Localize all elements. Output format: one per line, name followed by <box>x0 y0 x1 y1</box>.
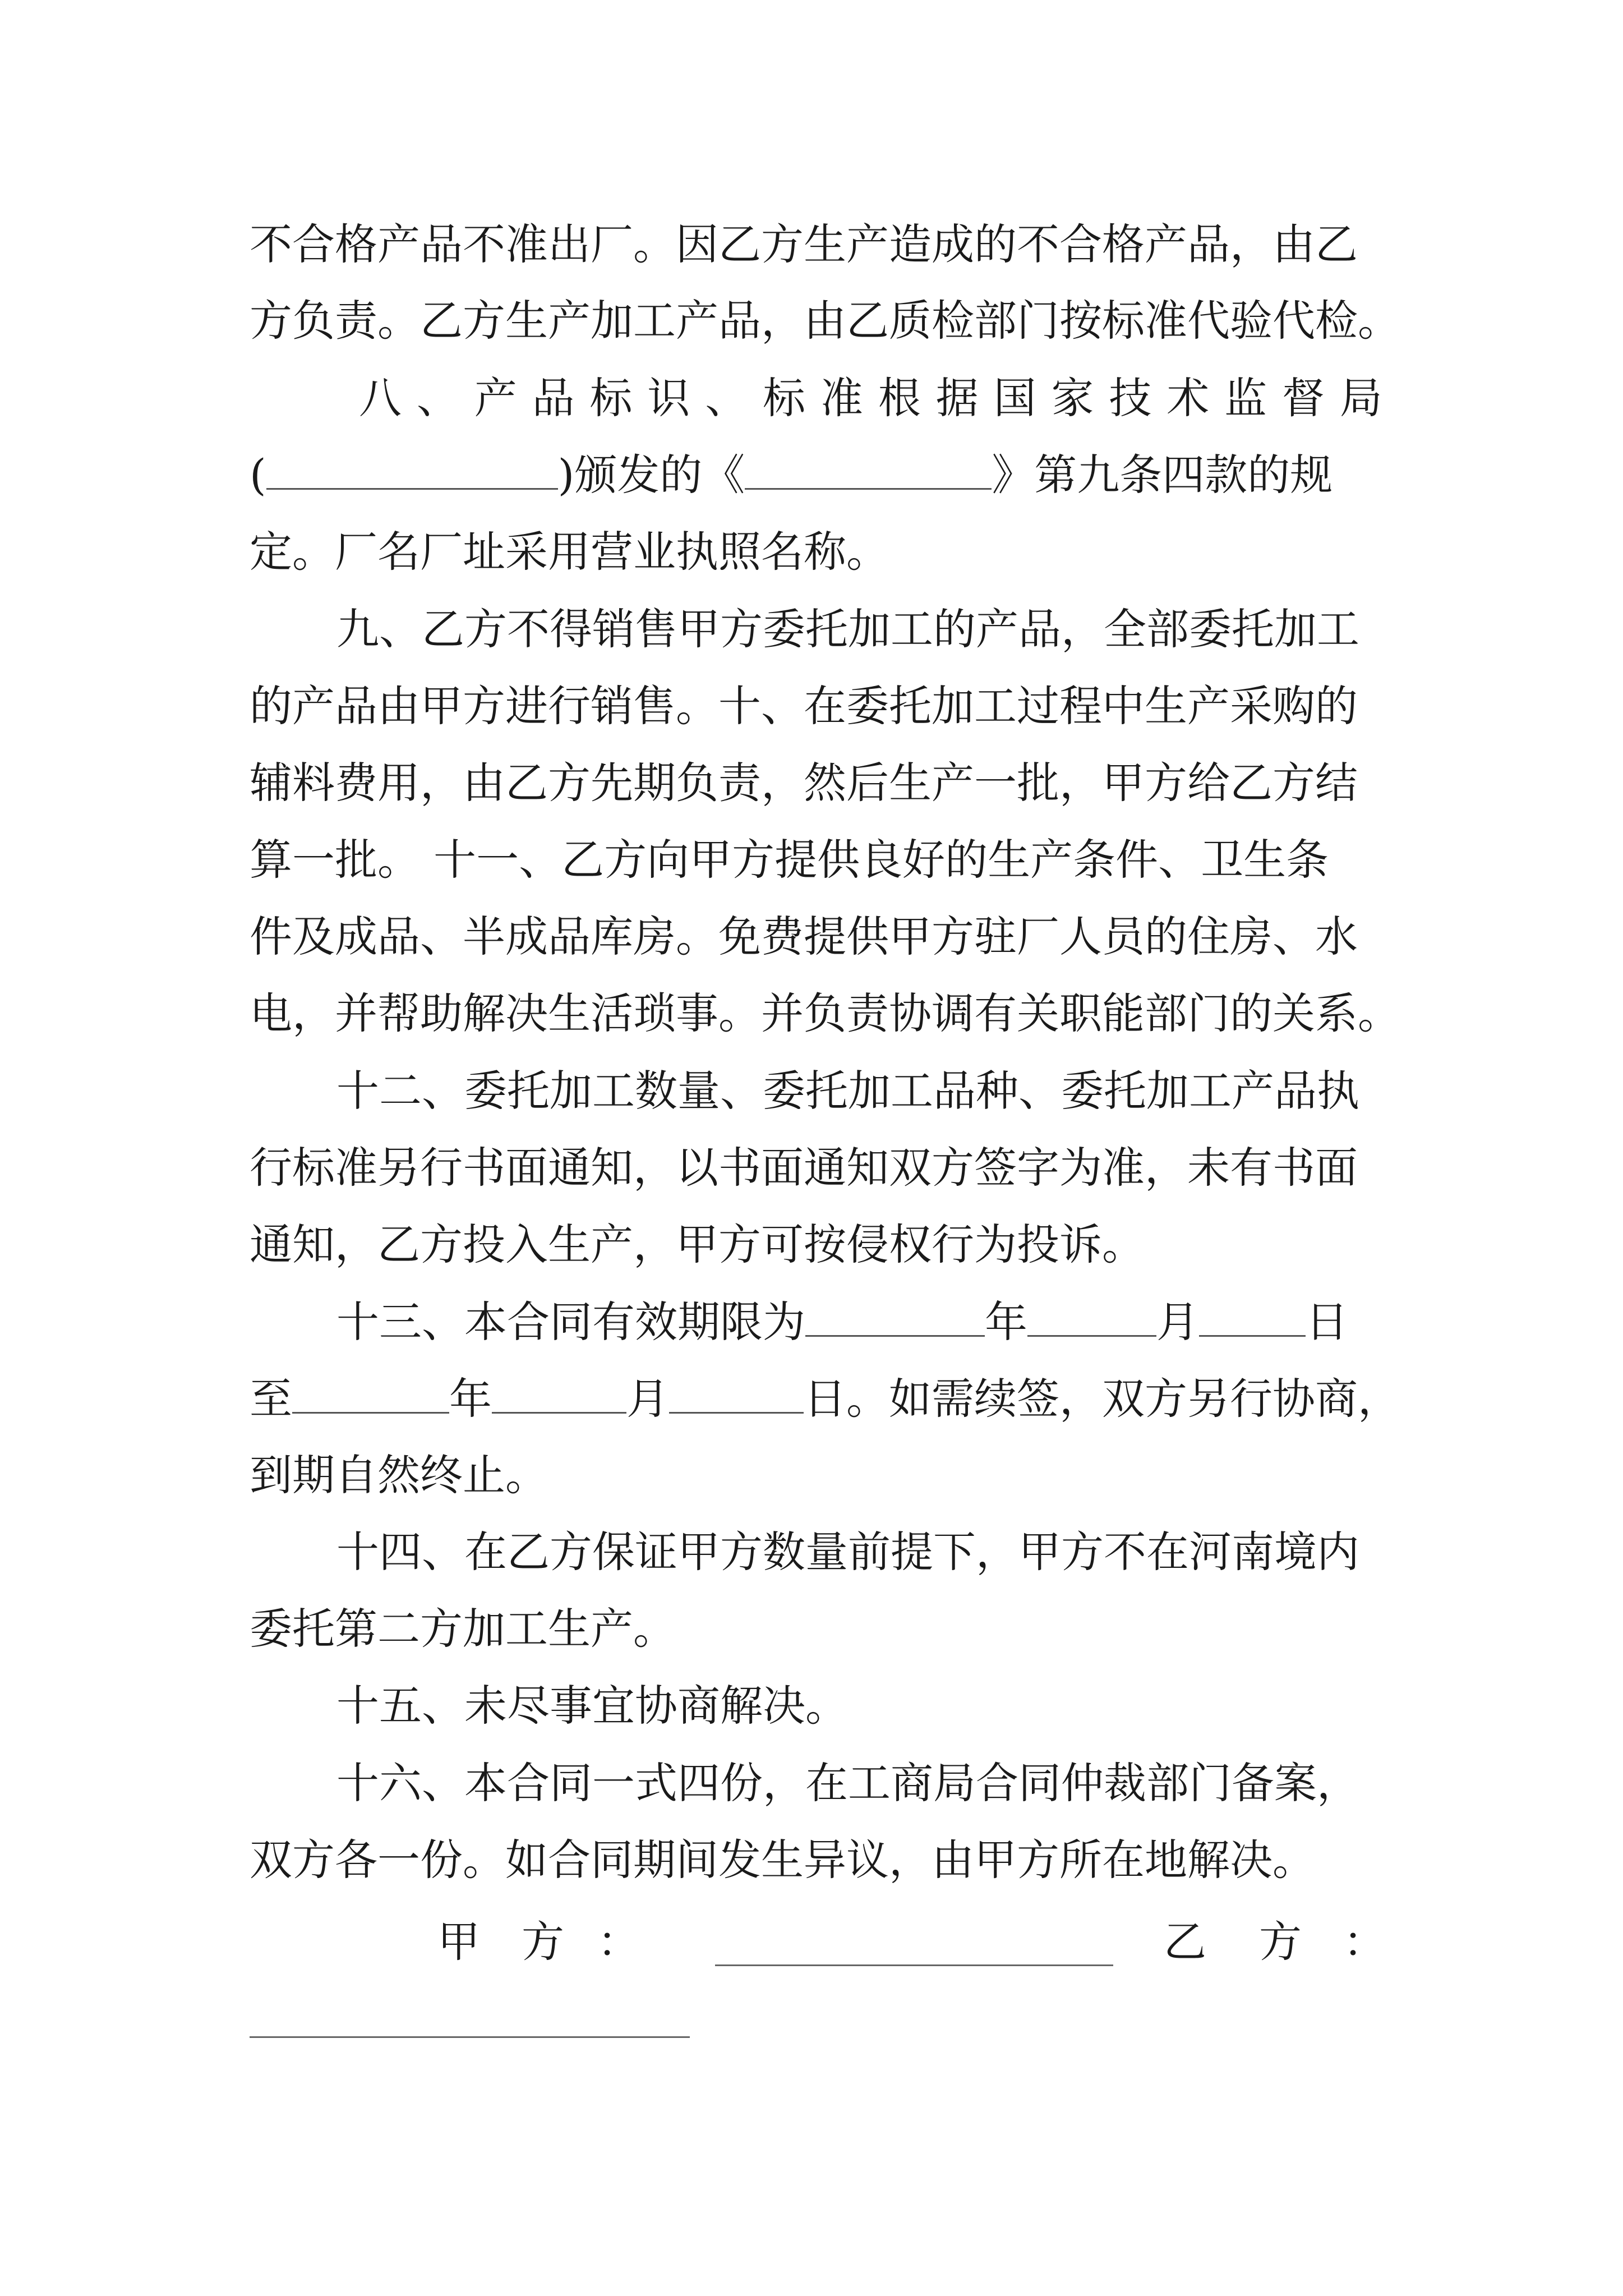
year-label: 年 <box>449 1374 492 1424</box>
text-line: 双方各一份。如合同期间发生异议，由甲方所在地解决。 <box>250 1835 1315 1885</box>
text-line: 通知，乙方投入生产，甲方可按侵权行为投诉。 <box>250 1220 1145 1269</box>
blank-document-title <box>745 453 992 490</box>
text-segment: 日。如需续签，双方另行协商， <box>804 1374 1400 1424</box>
clause-14-first-line: 十四、在乙方保证甲方数量前提下，甲方不在河南境内 <box>336 1527 1359 1577</box>
heading-char: 督 <box>1282 373 1325 423</box>
party-b-char-2: 方 <box>1259 1917 1302 1967</box>
heading-char: 识 <box>647 373 690 423</box>
text-line: 不合格产品不准出厂。因乙方生产造成的不合格产品，由乙 <box>250 219 1358 269</box>
party-a-char-2: 方 <box>522 1917 564 1967</box>
heading-char: 产 <box>474 373 517 423</box>
heading-char: 技 <box>1109 373 1152 423</box>
clause-9-first-line: 九、乙方不得销售甲方委托加工的产品，全部委托加工 <box>336 604 1359 654</box>
heading-char: 、 <box>416 373 459 423</box>
text-line: 行标准另行书面通知，以书面通知双方签字为准，未有书面 <box>250 1143 1358 1193</box>
clause-15-line: 十五、未尽事宜协商解决。 <box>336 1681 848 1731</box>
text-line: 方负责。乙方生产加工产品，由乙质检部门按标准代验代检。 <box>250 296 1400 346</box>
month-label: 月 <box>1156 1297 1199 1347</box>
heading-char: 国 <box>993 373 1036 423</box>
heading-char: 八 <box>359 373 402 423</box>
party-b-char-1: 乙 <box>1164 1917 1206 1967</box>
text-line: 件及成品、半成品库房。免费提供甲方驻厂人员的住房、水 <box>250 912 1358 961</box>
party-a-colon: ： <box>597 1917 640 1967</box>
clause-8-line <box>250 450 1382 500</box>
blank-end-month <box>492 1377 626 1414</box>
blank-end-year <box>292 1377 449 1414</box>
heading-char: 标 <box>763 373 806 423</box>
clause-13-first-line <box>336 1297 1469 1347</box>
heading-char: 准 <box>820 373 863 423</box>
clause-16-first-line: 十六、本合同一式四份，在工商局合同仲裁部门备案， <box>336 1758 1359 1808</box>
heading-char: 、 <box>705 373 748 423</box>
heading-char: 监 <box>1224 373 1267 423</box>
heading-char: 品 <box>532 373 575 423</box>
text-segment: 至 <box>250 1374 292 1424</box>
text-segment: 十三、本合同有效期限为 <box>336 1297 805 1347</box>
text-line: 到期自然终止。 <box>250 1450 548 1500</box>
clause-12-first-line: 十二、委托加工数量、委托加工品种、委托加工产品执 <box>336 1066 1359 1116</box>
day-label: 日 <box>1306 1297 1348 1347</box>
text-segment: )颁发的《 <box>557 450 745 500</box>
heading-char: 标 <box>589 373 633 423</box>
text-line: 辅料费用，由乙方先期负责，然后生产一批，甲方给乙方结 <box>250 758 1358 808</box>
month-label: 月 <box>626 1374 669 1424</box>
blank-start-day <box>1199 1300 1306 1337</box>
heading-char: 根 <box>878 373 921 423</box>
text-line: 委托第二方加工生产。 <box>250 1604 676 1654</box>
party-a-signature-line <box>715 1964 1113 1966</box>
blank-start-year <box>805 1300 985 1337</box>
party-a-char-1: 甲 <box>437 1917 480 1967</box>
blank-authority <box>266 453 558 490</box>
heading-char: 据 <box>935 373 979 423</box>
text-line: 电，并帮助解决生活琐事。并负责协调有关职能部门的关系。 <box>250 988 1400 1038</box>
heading-char: 局 <box>1339 373 1382 423</box>
open-paren: ( <box>250 450 266 500</box>
year-label: 年 <box>985 1297 1027 1347</box>
heading-char: 术 <box>1166 373 1210 423</box>
text-line: 定。厂名厂址采用营业执照名称。 <box>250 527 889 577</box>
blank-end-day <box>669 1377 804 1414</box>
text-line: 的产品由甲方进行销售。十、在委托加工过程中生产采购的 <box>250 681 1358 731</box>
clause-13-second-line <box>250 1374 1400 1424</box>
heading-char: 家 <box>1051 373 1094 423</box>
blank-start-month <box>1027 1300 1156 1337</box>
clause-8-heading <box>359 373 1382 423</box>
party-b-signature-line <box>250 2036 690 2038</box>
text-segment: 》第九条四款的规 <box>992 450 1333 500</box>
party-b-colon: ： <box>1343 1917 1386 1967</box>
text-line: 算一批。 十一、乙方向甲方提供良好的生产条件、卫生条 <box>250 835 1329 885</box>
